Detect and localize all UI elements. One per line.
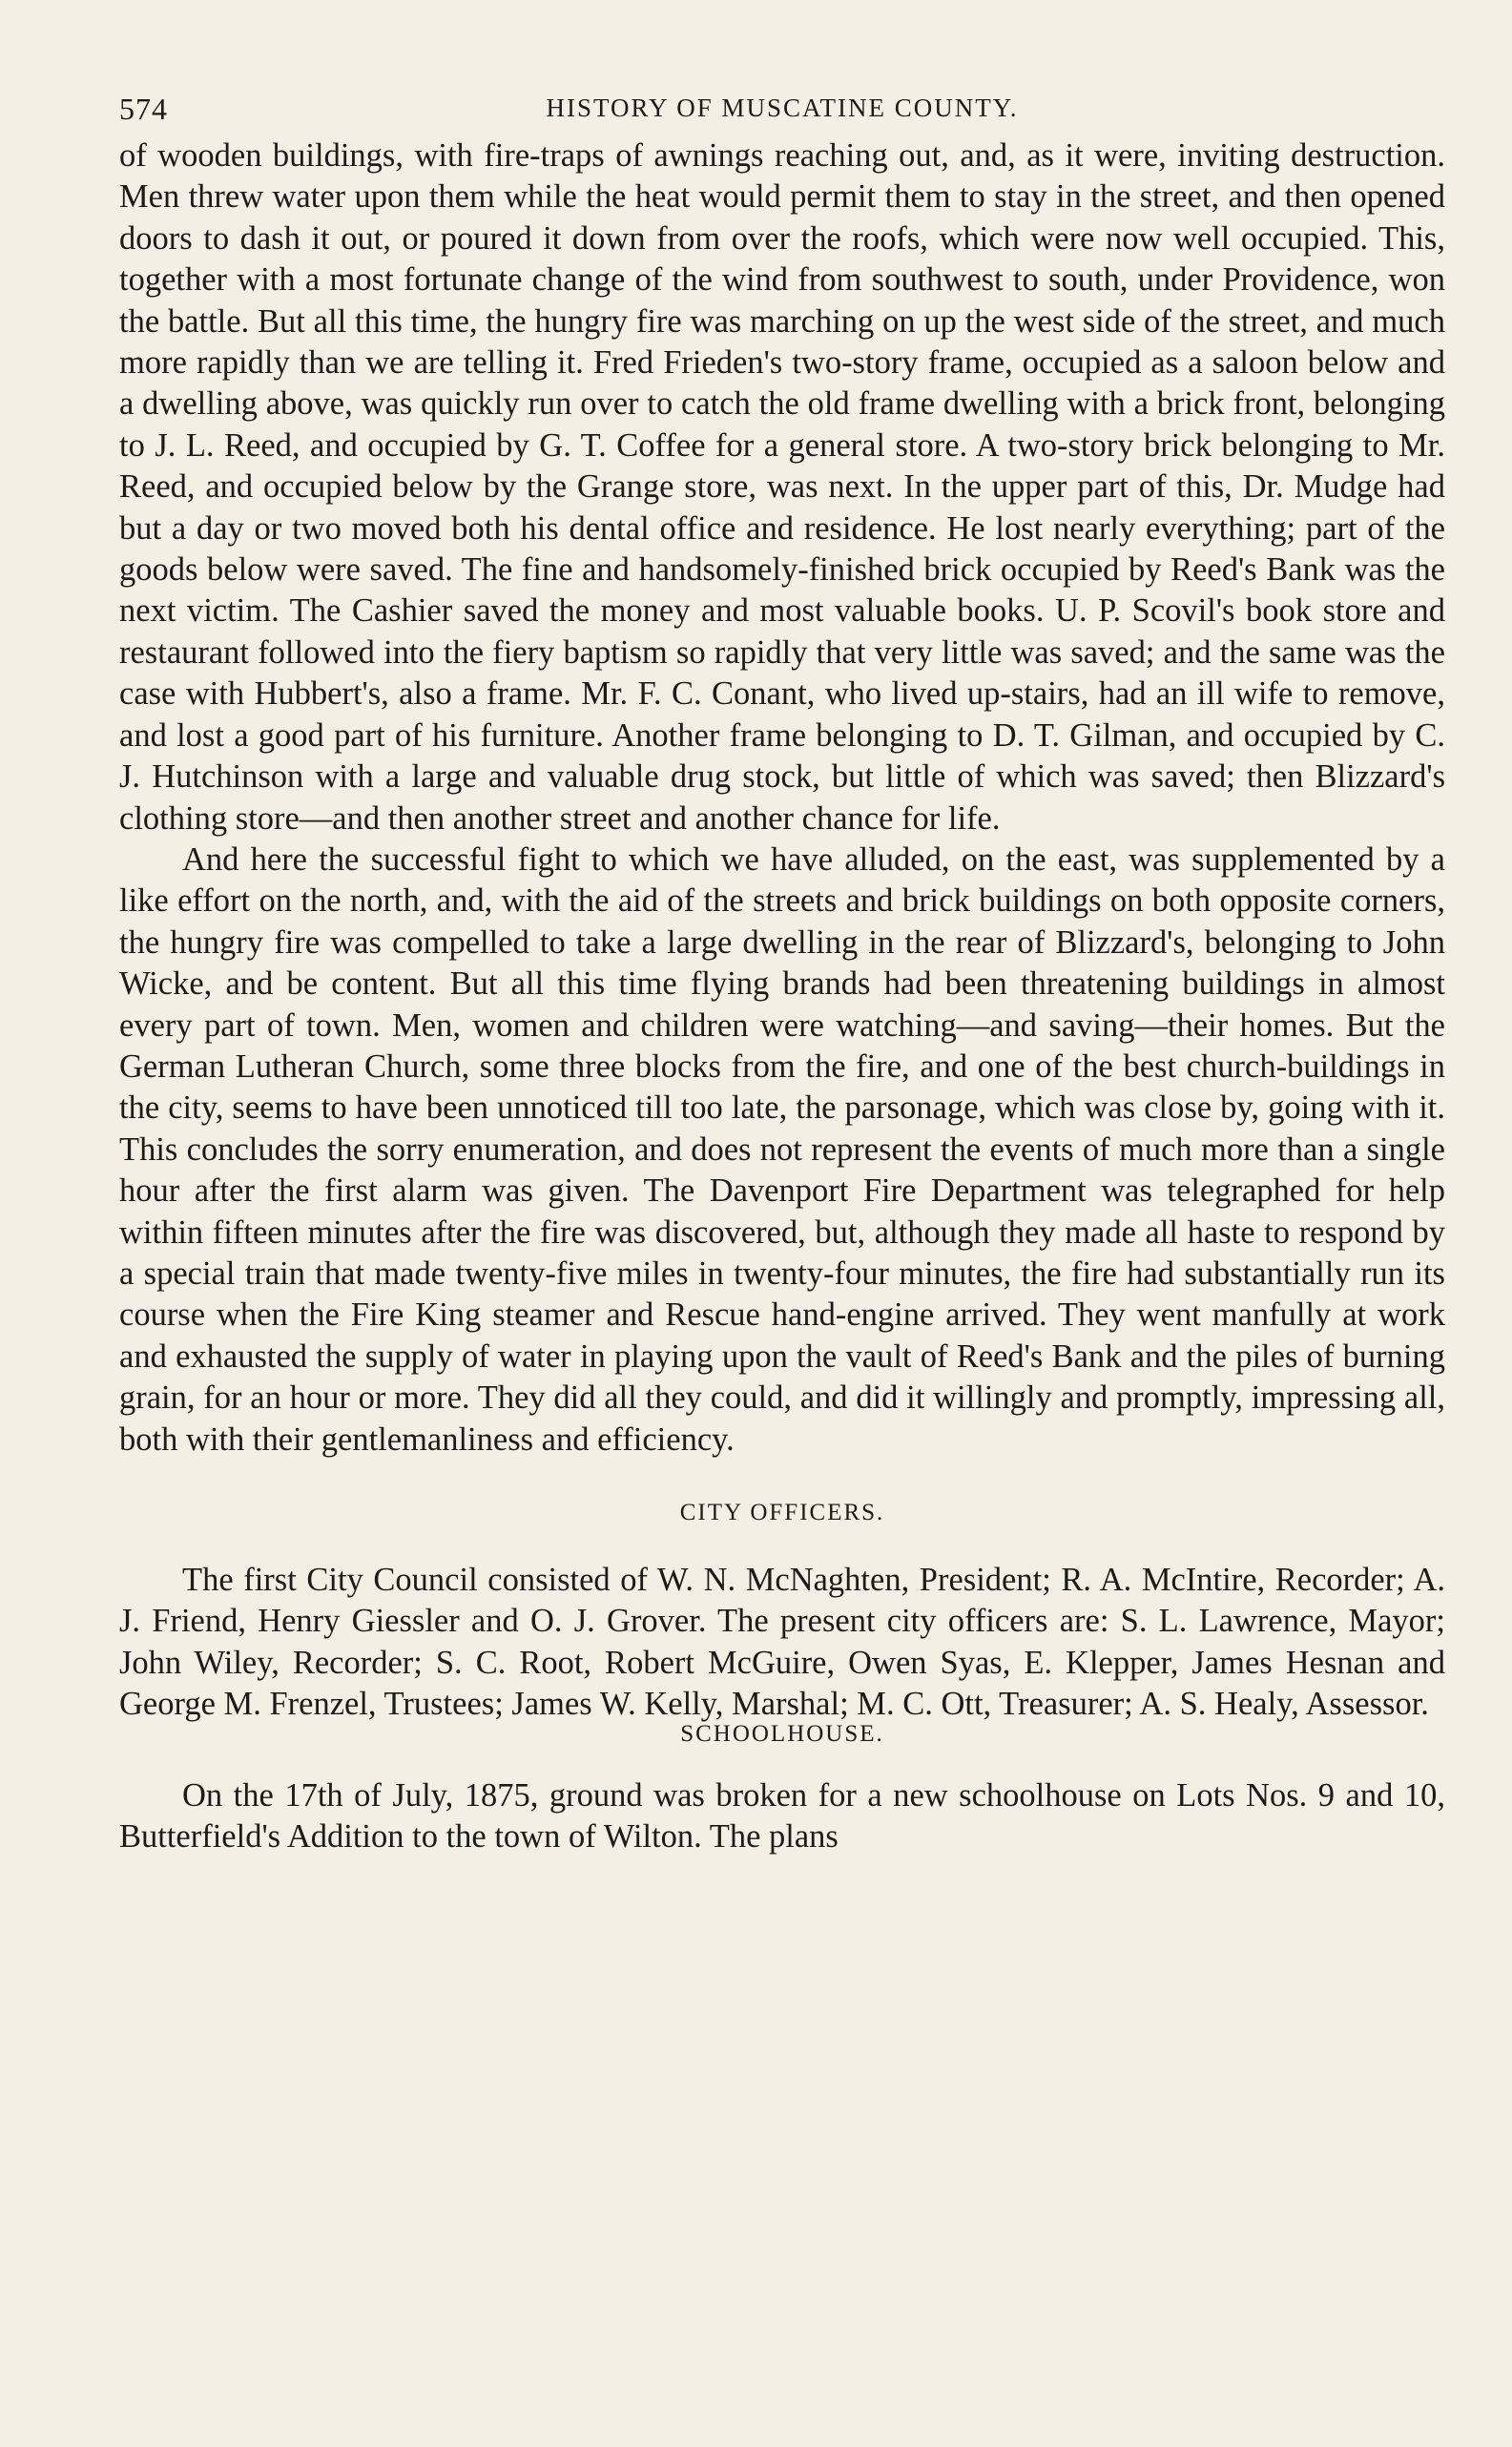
book-page	[119, 92, 1445, 1857]
section-heading-city-officers: CITY OFFICERS.	[679, 1500, 885, 1525]
body-text	[119, 135, 1445, 1857]
page-number: 574	[119, 92, 168, 126]
paragraph-fire-continued: of wooden buildings, with fire-traps of awnings reaching out, and, as it were, inviting destruction. Men threw water upon them while the heat would permit them to stay in the street, and then opened doors to dash it out, or poured it down from over the roofs, which were now well occupied. This, together with a most fortunate change of the wind from southwest to south, under Providence, won the battle. But all this time, the hungry fire was marching on up the west side of the street, and much more rapidly than we are telling it. Fred Frieden's two-story frame, occupied as a saloon below and a dwelling above, was quickly run over to catch the old frame dwelling with a brick front, belonging to J. L. Reed, and occupied by G. T. Coffee for a general store. A two-story brick belonging to Mr. Reed, and occupied below by the Grange store, was next. In the upper part of this, Dr. Mudge had but a day or two moved both his dental office and residence. He lost nearly everything; part of the goods below were saved. The fine and handsomely-finished brick occupied by Reed's Bank was the next victim. The Cashier saved the money and most valuable books. U. P. Scovil's book store and restaurant followed into the fiery baptism so rapidly that very little was saved; and the same was the case with Hubbert's, also a frame. Mr. F. C. Conant, who lived up-stairs, had an ill wife to remove, and lost a good part of his furniture. Another frame belonging to D. T. Gilman, and occupied by C. J. Hutchinson with a large and valuable drug stock, but little of which was saved; then Blizzard's clothing store—and then another street and another chance for life.	[119, 137, 1445, 837]
paragraph-fire-conclusion: And here the successful fight to which we have alluded, on the east, was supplemented by a like effort on the north, and, with the aid of the streets and brick buildings on both opposite corners, the hungry fire was compelled to take a large dwelling in the rear of Blizzard's, belonging to John Wicke, and be content. But all this time flying brands had been threatening buildings in almost every part of town. Men, women and children were watching—and saving—their homes. But the German Lutheran Church, some three blocks from the fire, and one of the best church-buildings in the city, seems to have been unnoticed till too late, the parsonage, which was close by, going with it. This concludes the sorry enumeration, and does not represent the events of much more than a single hour after the first alarm was given. The Davenport Fire Department was telegraphed for help within fifteen minutes after the fire was discovered, but, although they made all haste to respond by a special train that made twenty-five miles in twenty-four minutes, the fire had substantially run its course when the Fire King steamer and Rescue hand-engine arrived. They went manfully at work and exhausted the supply of water in playing upon the vault of Reed's Bank and the piles of burning grain, for an hour or more. They did all they could, and did it willingly and promptly, impressing all, both with their gentlemanliness and efficiency.	[119, 840, 1445, 1458]
running-title: HISTORY OF MUSCATINE COUNTY.	[546, 93, 1019, 122]
paragraph-city-officers: The first City Council consisted of W. N. McNaghten, President; R. A. McIntire, Recorder; A. J. Friend, Henry Giessler and O. J. Grover. The present city officers are: S. L. Lawrence, Mayor; John Wiley, Recorder; S. C. Root, Robert McGuire, Owen Syas, E. Klepper, James Hesnan and George M. Frenzel, Trustees; James W. Kelly, Marshal; M. C. Ott, Treasurer; A. S. Healy, Assessor.	[119, 1562, 1445, 1723]
running-head	[119, 92, 1445, 134]
paragraph-schoolhouse: On the 17th of July, 1875, ground was broken for a new schoolhouse on Lots Nos. 9 and 10, Butterfield's Addition to the town of Wilton. The plans	[119, 1776, 1445, 1856]
section-heading-schoolhouse: SCHOOLHOUSE.	[680, 1720, 884, 1747]
